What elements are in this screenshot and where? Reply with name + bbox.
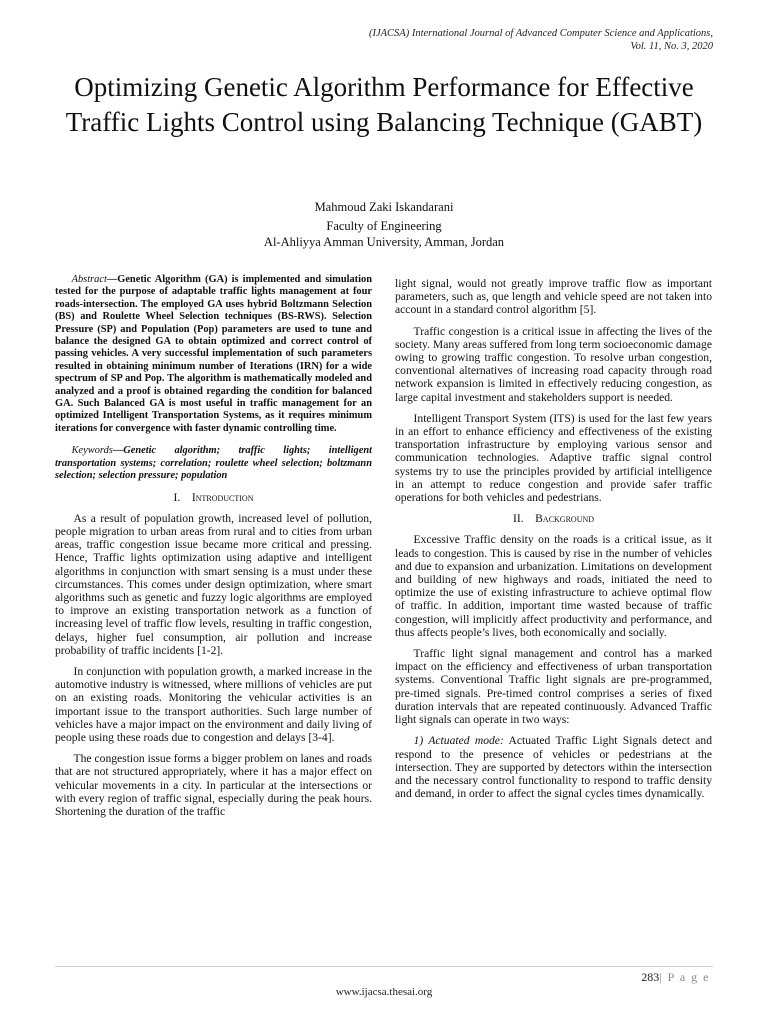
abstract-lead: Abstract xyxy=(71,274,107,285)
footer-divider xyxy=(55,966,713,967)
paragraph: Traffic light signal management and control has a marked impact on the efficiency and effectiveness of urban transportation systems. Conventional Traffic light signals are pre-programmed, pre-timed signals. Pre-timed control comprises a series of fixed duration intervals that are repeated continuously. Advanced Traffic light signals can operate in two ways: xyxy=(395,647,712,727)
abstract-text: —Genetic Algorithm (GA) is implemented and simulation tested for the purpose of adaptable traffic lights management at four roads-intersection. The employed GA uses hybrid Boltzmann Selection (BS) and Roulette Wheel Selection techniques (BS-RWS). Selection Pressure (SP) and Population (Pop) parameters are used to tune and balance the designed GA to obtain optimized and correct control of passing vehicles. A very successful implementation of such parameters resulted in obtaining minimum number of Iterations (IRN) for a wide spectrum of SP and Pop. The algorithm is mathematically modeled and analyzed and a proof is obtained regarding the condition for balanced GA. Such Balanced GA is most useful in traffic management for an optimized Intelligent Transportation Systems, as it requires minimum iterations for convergence with faster dynamic controlling time. xyxy=(55,274,372,434)
subheading-text: Actuated Traffic Light Signals detect and respond to the presence of vehicles or pedestrians at the intersection. They are supported by detectors within the intersection and the necessary control functionality to respond to traffic density and demand, in order to affect the signal cycles times dynamically. xyxy=(395,734,712,801)
author-name: Mahmoud Zaki Iskandarani xyxy=(314,200,454,214)
paper-title: Optimizing Genetic Algorithm Performance for Effective Traffic Lights Control using Balancing Technique (GABT) xyxy=(65,72,703,137)
paragraph xyxy=(395,734,712,800)
journal-website: www.ijacsa.thesai.org xyxy=(335,986,433,998)
keywords xyxy=(55,445,372,482)
left-column xyxy=(55,274,372,826)
section-heading-introduction: I. Introduction xyxy=(173,490,254,504)
journal-name: (IJACSA) International Journal of Advanced Computer Science and Applications, xyxy=(368,28,713,39)
journal-volume: Vol. 11, No. 3, 2020 xyxy=(630,41,713,52)
paragraph: Traffic congestion is a critical issue in affecting the lives of the society. Many areas suffered from long term socioeconomic damage owing to growing traffic congestion. To resolve urban congestion, conventional alternatives of increasing road capacity through road network expansion is limited in effectively reducing congestion, as large capital investment and stakeholders support is needed. xyxy=(395,324,712,404)
author-affiliation: Al-Ahliyya Amman University, Amman, Jordan xyxy=(263,235,505,249)
subheading-actuated-mode: 1) Actuated mode: xyxy=(413,734,504,748)
paragraph: The congestion issue forms a bigger problem on lanes and roads that are not structured appropriately, where it has a major effect on vehicular movements in a city. In particular at the intersections or with every region of traffic signal, especially during the peak hours. Shortening the duration of the traffic xyxy=(55,752,372,818)
page-number-value: 283 xyxy=(641,970,660,984)
author-department: Faculty of Engineering xyxy=(326,219,442,233)
paragraph: Intelligent Transport System (ITS) is used for the last few years in an effort to enhance efficiency and effectiveness of the existing transportation infrastructure by employing various sensor and communication technologies. Adaptive traffic signal control systems try to use the principles provided by artificial intelligence in an attempt to reduce congestion and provide safer traffic operations for both vehicles and pedestrians. xyxy=(395,411,712,505)
journal-header xyxy=(369,27,713,53)
section-heading-background: II. Background xyxy=(512,512,595,526)
paragraph: In conjunction with population growth, a marked increase in the automotive industry is witnessed, where millions of vehicles are put on an existing roads. Monitoring the vehicular activities is an important issue to the transport authorities. Such large number of vehicles have a major impact on the environment and daily living of people using these roads due to congestion and delays [3-4]. xyxy=(55,664,372,744)
paragraph: Excessive Traffic density on the roads is a critical issue, as it leads to congestion. This is caused by rise in the number of vehicles and due to expansion and urbanization. Limitations on development and building of new highways and roads, initiated the need to optimize the use of existing infrastructure to achieve optimal flow of traffic. In addition, important time wasted because of traffic congestion, will implicitly affect productivity and performance, and thus affects people’s lives, both economically and socially. xyxy=(395,533,712,639)
keywords-text: —Genetic algorithm; traffic lights; intelligent transportation systems; correlation; roulette wheel selection; boltzmann selection; selection pressure; population xyxy=(55,445,372,482)
keywords-lead: Keywords xyxy=(71,445,113,457)
right-column xyxy=(395,277,712,808)
page-label: | P a g e xyxy=(659,970,710,984)
paragraph: As a result of population growth, increased level of pollution, people migration to urban areas from rural and to cities from urban areas, traffic congestion issue became more critical and pressing. Hence, Traffic lights optimization using adaptive and intelligent algorithms in conjunction with smart sensing is a must under these circumstances. This comes under design optimization, where smart algorithms such as genetic and fuzzy logic algorithms are employed to improve an existing transportation network as a function of increasing level of traffic flow levels, resulting in traffic congestion, delays, higher fuel consumption, air pollution and increase probability of traffic incidents [1-2]. xyxy=(55,511,372,657)
author-block xyxy=(60,199,708,250)
abstract xyxy=(55,274,372,435)
page-number xyxy=(641,970,710,985)
paragraph: light signal, would not greatly improve traffic flow as important parameters, such as, que length and vehicle speed are not taken into account in a standard control algorithm [5]. xyxy=(395,277,712,317)
